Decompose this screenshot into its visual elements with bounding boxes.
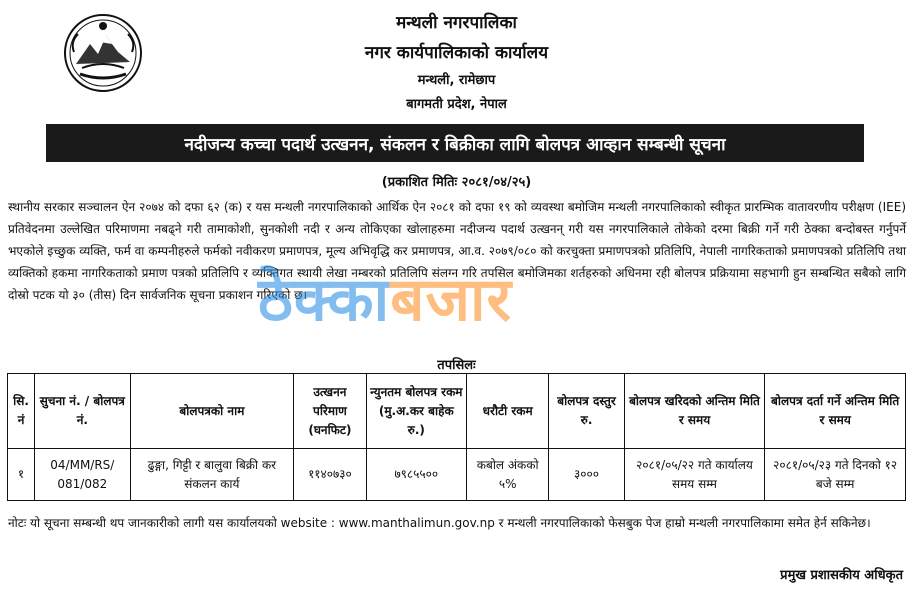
- col-header-quantity: उत्खनन परिमाण (घनफिट): [294, 374, 366, 449]
- cell-deposit: कबोल अंकको ५%: [467, 449, 549, 501]
- cell-fee: ३०००: [549, 449, 624, 501]
- table-row: [8, 449, 906, 501]
- table-caption: तपसिलः: [437, 358, 476, 373]
- col-header-min-amount: न्युनतम बोलपत्र रकम (मु.अ.कर बाहेक रु.): [366, 374, 466, 449]
- watermark-part1: ठेक्का: [258, 265, 391, 335]
- notice-title-banner: [46, 124, 864, 162]
- col-header-purchase-deadline: बोलपत्र खरिदको अन्तिम मिति र समय: [624, 374, 765, 449]
- office-location: मन्थली, रामेछाप: [417, 73, 496, 88]
- col-header-sn: सि. नं: [8, 374, 35, 449]
- cell-submit-deadline: २०८१/०५/२३ गते दिनको १२ बजे सम्म: [765, 449, 906, 501]
- tender-table: [7, 373, 906, 501]
- table-header-row: [8, 374, 906, 449]
- col-header-notice-no: सुचना नं. / बोलपत्र नं.: [35, 374, 130, 449]
- municipality-name: मन्थली नगरपालिका: [396, 13, 517, 33]
- cell-quantity: ११४०७३०: [294, 449, 366, 501]
- province-country: बागमती प्रदेश, नेपाल: [406, 97, 507, 112]
- footnote: नोटः यो सूचना सम्बन्धी थप जानकारीको लागी यस कार्यालयको website : www.manthalimun.gov.np र मन्थली नगरपालिकाको फेसबुक पेज हाम्रो मन्थली नगरपालिकामा समेत हेर्न सकिनेछ।: [8, 516, 871, 530]
- cell-min-amount: ७९८५५००: [366, 449, 466, 501]
- col-header-deposit: धरौटी रकम: [467, 374, 549, 449]
- col-header-fee: बोलपत्र दस्तुर रु.: [549, 374, 624, 449]
- watermark-part2: बजार: [390, 265, 513, 335]
- cell-bid-name: ढुङ्गा, गिट्टी र बालुवा बिक्री कर संकलन कार्य: [130, 449, 294, 501]
- office-name: नगर कार्यपालिकाको कार्यालय: [364, 43, 549, 63]
- signatory-title: प्रमुख प्रशासकीय अधिकृत: [780, 568, 903, 583]
- col-header-submit-deadline: बोलपत्र दर्ता गर्ने अन्तिम मिति र समय: [765, 374, 906, 449]
- cell-sn: १: [8, 449, 35, 501]
- col-header-bid-name: बोलपत्रको नाम: [130, 374, 294, 449]
- cell-notice-no: 04/MM/RS/ 081/082: [35, 449, 130, 501]
- notice-body: स्थानीय सरकार सञ्चालन ऐन २०७४ को दफा ६२ (क) र यस मन्थली नगरपालिकाको आर्थिक ऐन २०८१ को दफा १९ को व्यवस्था बमोजिम मन्थली नगरपालिकाको स्वीकृत प्रारम्भिक वातावरणीय परीक्षण (IEE) प्रतिवेदनमा उल्लेखित परिमाणमा नबढ्ने गरी तामाकोशी, सुनकोशी नदी र अन्य तोकिएका खोलाहरुमा नदीजन्य पदार्थ उत्खनन् गरी यस नगरपालिकाले तोकेको दरमा बिक्री गर्ने गरी ठेक्का बन्दोबस्त गर्नुपर्ने भएकोले इच्छुक व्यक्ति, फर्म वा कम्पनीहरुले फर्मको नवीकरण प्रमाणपत्र, मूल्य अभिवृद्धि कर प्रमाणपत्र, आ.व. २०७९/०८० को करचुक्ता प्रमाणपत्रको प्रतिलिपि, नेपाली नागरिकताको प्रमाणपत्रको प्रतिलिपि तथा व्यक्तिको हकमा नागरिकताको प्रमाण पत्रको प्रतिलिपि र व्यक्तिगत स्थायी लेखा नम्बरको प्रतिलिपि संलग्न गरि तपसिल बमोजिमका शर्तहरुको अधिनमा रही बोलपत्र प्रक्रियामा सहभागी हुन सम्बन्धित सबैको लागि दोस्रो पटक यो ३० (तीस) दिन सार्वजनिक सूचना प्रकाशन गरिएको छ।: [8, 200, 906, 302]
- published-date: (प्रकाशित मितिः २०८१/०४/२५): [381, 175, 532, 190]
- notice-title: नदीजन्य कच्चा पदार्थ उत्खनन, संकलन र बिक्रीका लागि बोलपत्र आव्हान सम्बन्धी सूचना: [184, 134, 726, 155]
- cell-purchase-deadline: २०८१/०५/२२ गते कार्यालय समय सम्म: [624, 449, 765, 501]
